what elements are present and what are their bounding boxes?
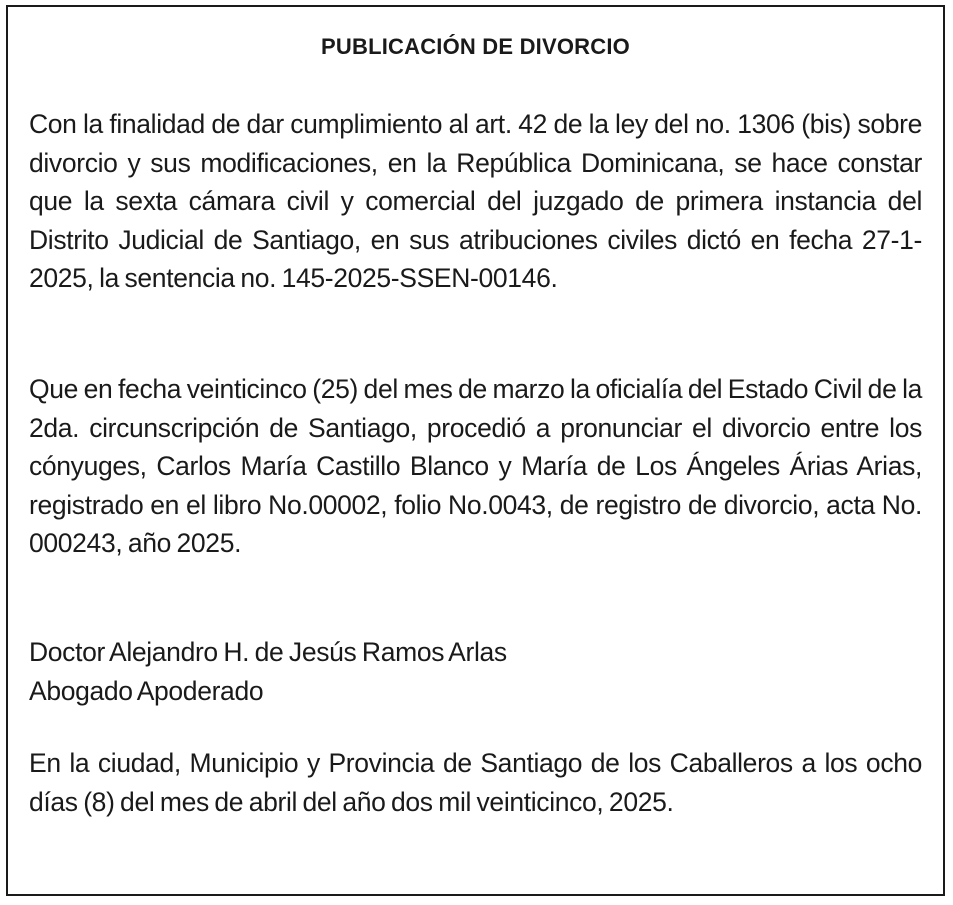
signatory-role: Abogado Apoderado <box>29 675 264 706</box>
notice-paragraph-place-date: En la ciudad, Municipio y Provincia de Santiago de los Caballeros a los ocho días (8) del mes de abril del año dos mil veinticinco, 2025. <box>29 748 922 817</box>
signature-block <box>29 633 922 710</box>
notice-paragraph-divorce-details: Que en fecha veinticinco (25) del mes de marzo la oficialía del Estado Civil de la 2da. circunscripción de Santiago, procedió a pronunciar el divorcio entre los cónyuges, Carlos María Castillo Blanco y María de Los Ángeles Árias Arias, registrado en el libro No.00002, folio No.0043, de registro de divorcio, acta No. 000243, año 2025. <box>29 374 922 558</box>
notice-paragraph-sentence: Con la finalidad de dar cumplimiento al art. 42 de la ley del no. 1306 (bis) sobre divorcio y sus modificaciones, en la República Dominicana, se hace constar que la sexta cámara civil y comercial del juzgado de primera instancia del Distrito Judicial de Santiago, en sus atribuciones civiles dictó en fecha 27-1-2025, la sentencia no. 145-2025-SSEN-00146. <box>29 109 922 293</box>
signatory-name: Doctor Alejandro H. de Jesús Ramos Arlas <box>29 637 507 667</box>
notice-title: PUBLICACIÓN DE DIVORCIO <box>321 34 630 59</box>
divorce-notice <box>6 5 945 896</box>
